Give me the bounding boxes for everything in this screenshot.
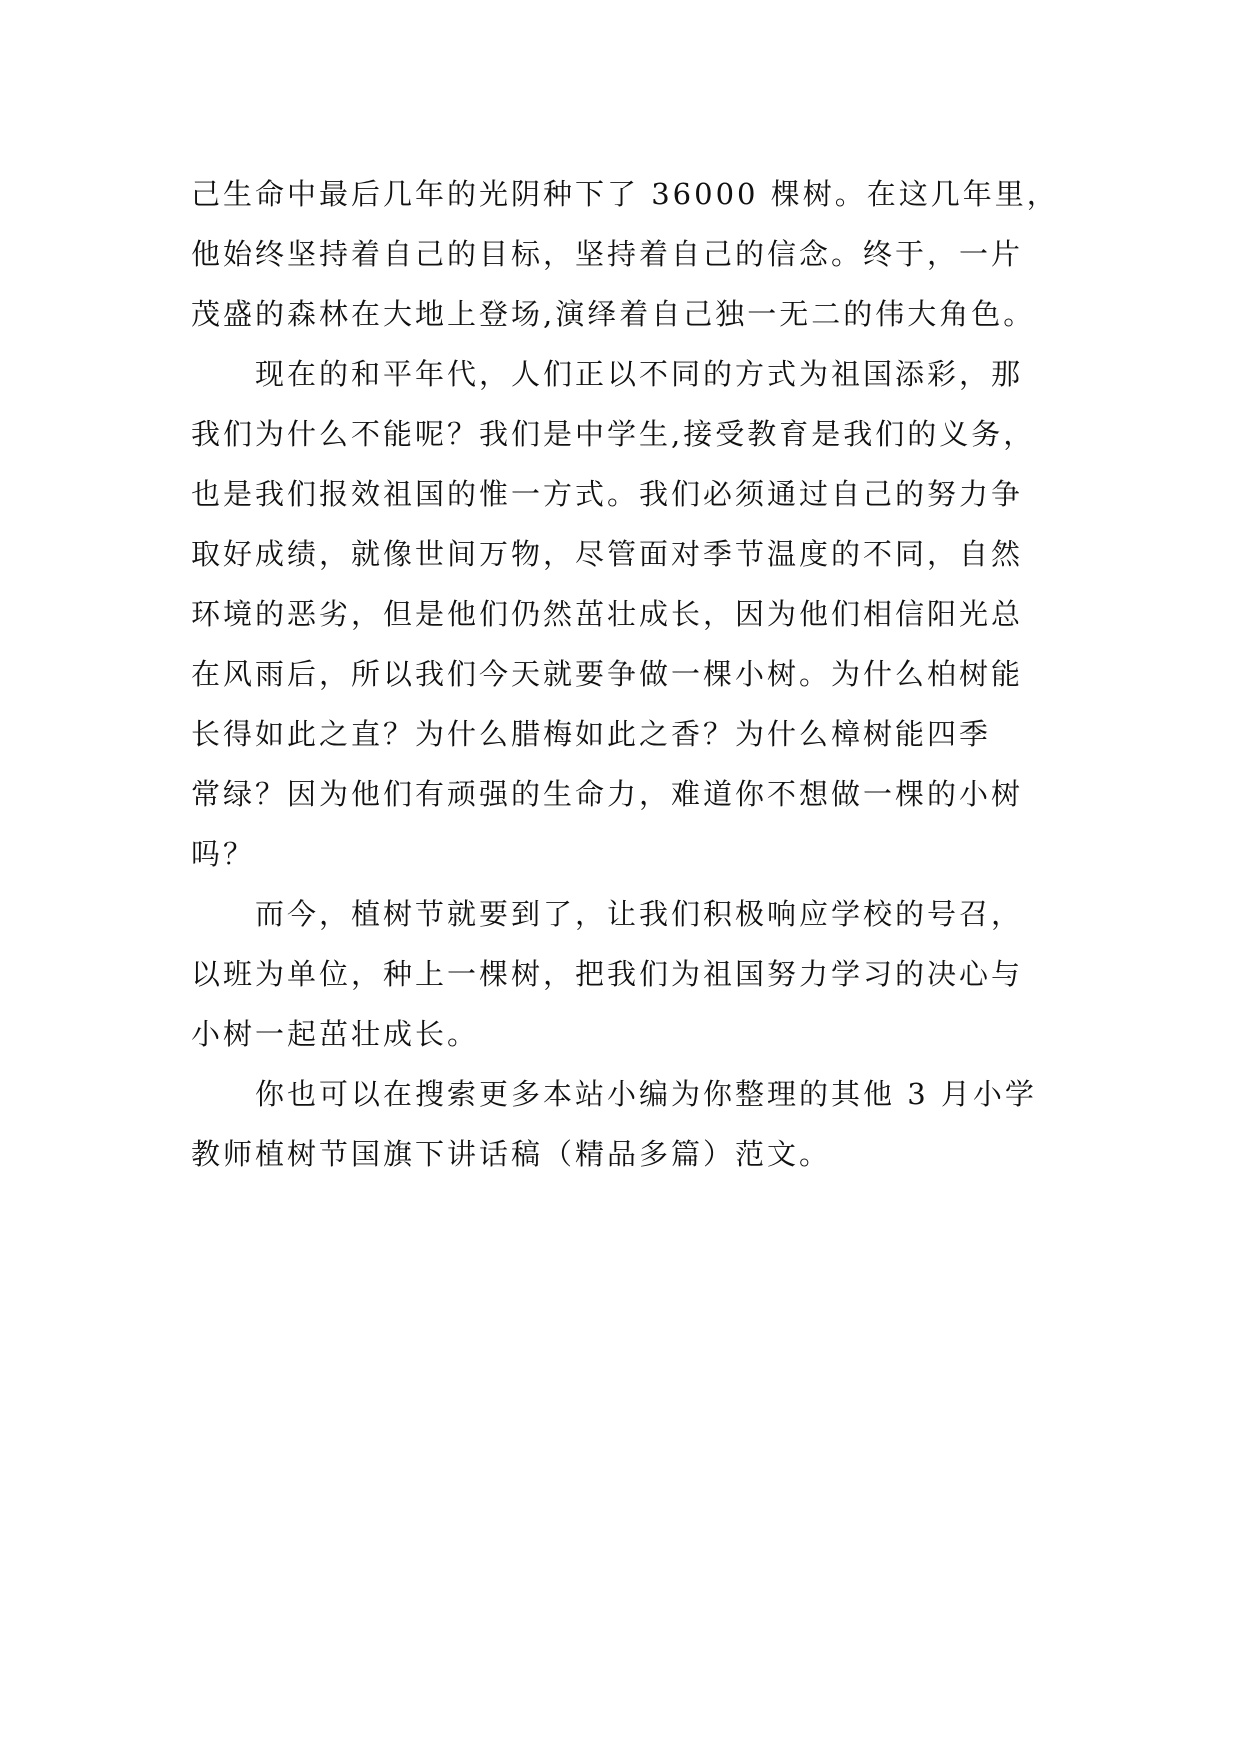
text-line: 常绿？因为他们有顽强的生命力，难道你不想做一棵的小树 bbox=[191, 777, 1024, 811]
text-line: 取好成绩，就像世间万物，尽管面对季节温度的不同，自然 bbox=[191, 537, 1024, 571]
text-line: 茂盛的森林在大地上登场,演绎着自己独一无二的伟大角色。 bbox=[191, 297, 1036, 331]
text-line: 在风雨后，所以我们今天就要争做一棵小树。为什么柏树能 bbox=[191, 657, 1024, 691]
text-line: 己生命中最后几年的光阴种下了 36000 棵树。在这几年里， bbox=[191, 177, 1059, 211]
text-line: 他始终坚持着自己的目标，坚持着自己的信念。终于，一片 bbox=[191, 237, 1024, 271]
document-body bbox=[191, 164, 1091, 1184]
text-line: 现在的和平年代，人们正以不同的方式为祖国添彩，那 bbox=[255, 357, 1024, 391]
paragraph bbox=[191, 164, 1091, 344]
text-line: 长得如此之直？为什么腊梅如此之香？为什么樟树能四季 bbox=[191, 717, 992, 751]
paragraph bbox=[191, 344, 1091, 884]
text-line: 也是我们报效祖国的惟一方式。我们必须通过自己的努力争 bbox=[191, 477, 1024, 511]
text-line: 而今，植树节就要到了，让我们积极响应学校的号召， bbox=[255, 897, 1024, 931]
text-line: 教师植树节国旗下讲话稿（精品多篇）范文。 bbox=[191, 1137, 832, 1171]
text-line: 吗？ bbox=[191, 837, 256, 871]
paragraph bbox=[191, 1064, 1091, 1184]
text-line: 我们为什么不能呢？我们是中学生,接受教育是我们的义务， bbox=[191, 417, 1036, 451]
text-line: 小树一起茁壮成长。 bbox=[191, 1017, 480, 1051]
text-line: 以班为单位，种上一棵树，把我们为祖国努力学习的决心与 bbox=[191, 957, 1024, 991]
paragraph bbox=[191, 884, 1091, 1064]
text-line: 环境的恶劣，但是他们仍然茁壮成长，因为他们相信阳光总 bbox=[191, 597, 1024, 631]
text-line: 你也可以在搜索更多本站小编为你整理的其他 3 月小学 bbox=[255, 1077, 1037, 1111]
